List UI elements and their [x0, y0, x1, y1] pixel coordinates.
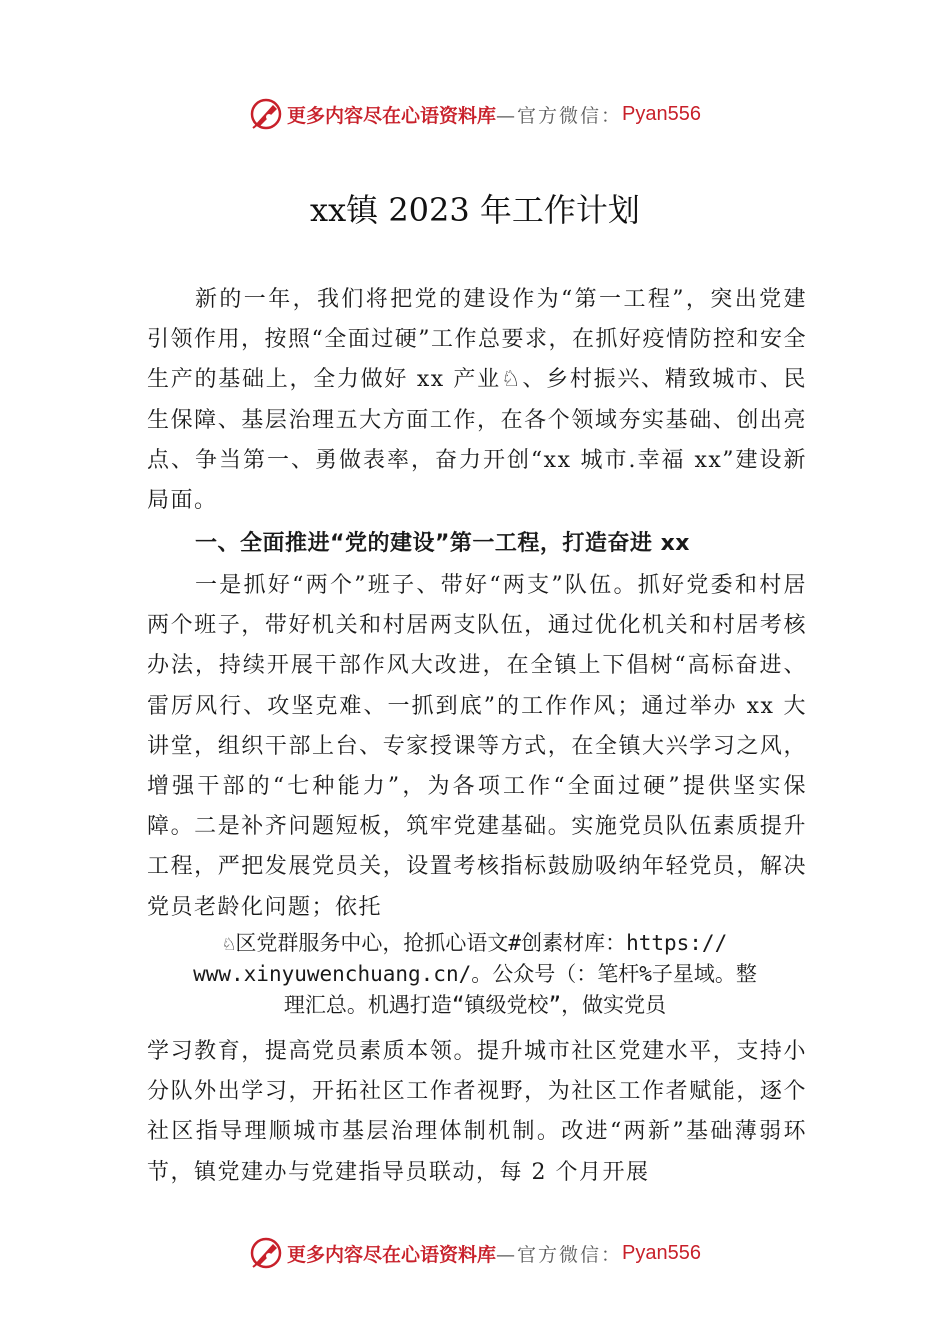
pen-logo-icon — [249, 1236, 283, 1270]
header-watermark — [0, 94, 950, 134]
footer-watermark — [0, 1233, 950, 1273]
section-heading: 一、全面推进“党的建设”第一工程，打造奋进 xx — [195, 531, 690, 556]
watermark-brand: 更多内容尽在心语资料库 — [287, 104, 497, 127]
promo-line: ♘区党群服务中心，抢抓心语文#创素材库：https:// — [222, 931, 728, 955]
promo-line: 理汇总。机遇打造“镇级党校”，做实党员 — [283, 993, 667, 1017]
watermark-wechat-id: Pyan556 — [622, 102, 701, 125]
pen-logo-icon — [249, 97, 283, 131]
watermark-brand: 更多内容尽在心语资料库 — [287, 1243, 497, 1266]
promo-line: www.xinyuwenchuang.cn/。公众号（：笔杆%子星域。整 — [193, 962, 757, 986]
document-title: xx镇 2023 年工作计划 — [310, 191, 640, 229]
intro-paragraph: 新的一年，我们将把党的建设作为“第一工程”，突出党建引领作用，按照“全面过硬”工作总要求，在抓好疫情防控和安全生产的基础上，全力做好 xx 产业♘、乡村振兴、精致城市、民生保障、基层治理五大方面工作，在各个领域夯实基础、创出亮点、争当第一、勇做表率，奋力开创“xx 城市.幸福 xx”建设新局面。 — [147, 287, 807, 514]
watermark-label: —官方微信： — [496, 1243, 623, 1266]
inserted-promo-text — [140, 928, 810, 1021]
watermark-wechat-id: Pyan556 — [622, 1241, 701, 1264]
continuation-paragraph: 学习教育，提高党员素质本领。提升城市社区党建水平，支持小分队外出学习，开拓社区工作者视野，为社区工作者赋能，逐个社区指导理顺城市基层治理体制机制。改进“两新”基础薄弱环节，镇党建办与党建指导员联动，每 2 个月开展 — [147, 1039, 807, 1185]
watermark-label: —官方微信： — [496, 104, 623, 127]
section-paragraph: 一是抓好“两个”班子、带好“两支”队伍。抓好党委和村居两个班子，带好机关和村居两支队伍，通过优化机关和村居考核办法，持续开展干部作风大改进，在全镇上下倡树“高标奋进、雷厉风行、攻坚克难、一抓到底”的工作作风；通过举办 xx 大讲堂，组织干部上台、专家授课等方式，在全镇大兴学习之风，增强干部的“七种能力”，为各项工作“全面过硬”提供坚实保障。二是补齐问题短板，筑牢党建基础。实施党员队伍素质提升工程，严把发展党员关，设置考核指标鼓励吸纳年轻党员，解决党员老龄化问题；依托 — [147, 573, 807, 920]
